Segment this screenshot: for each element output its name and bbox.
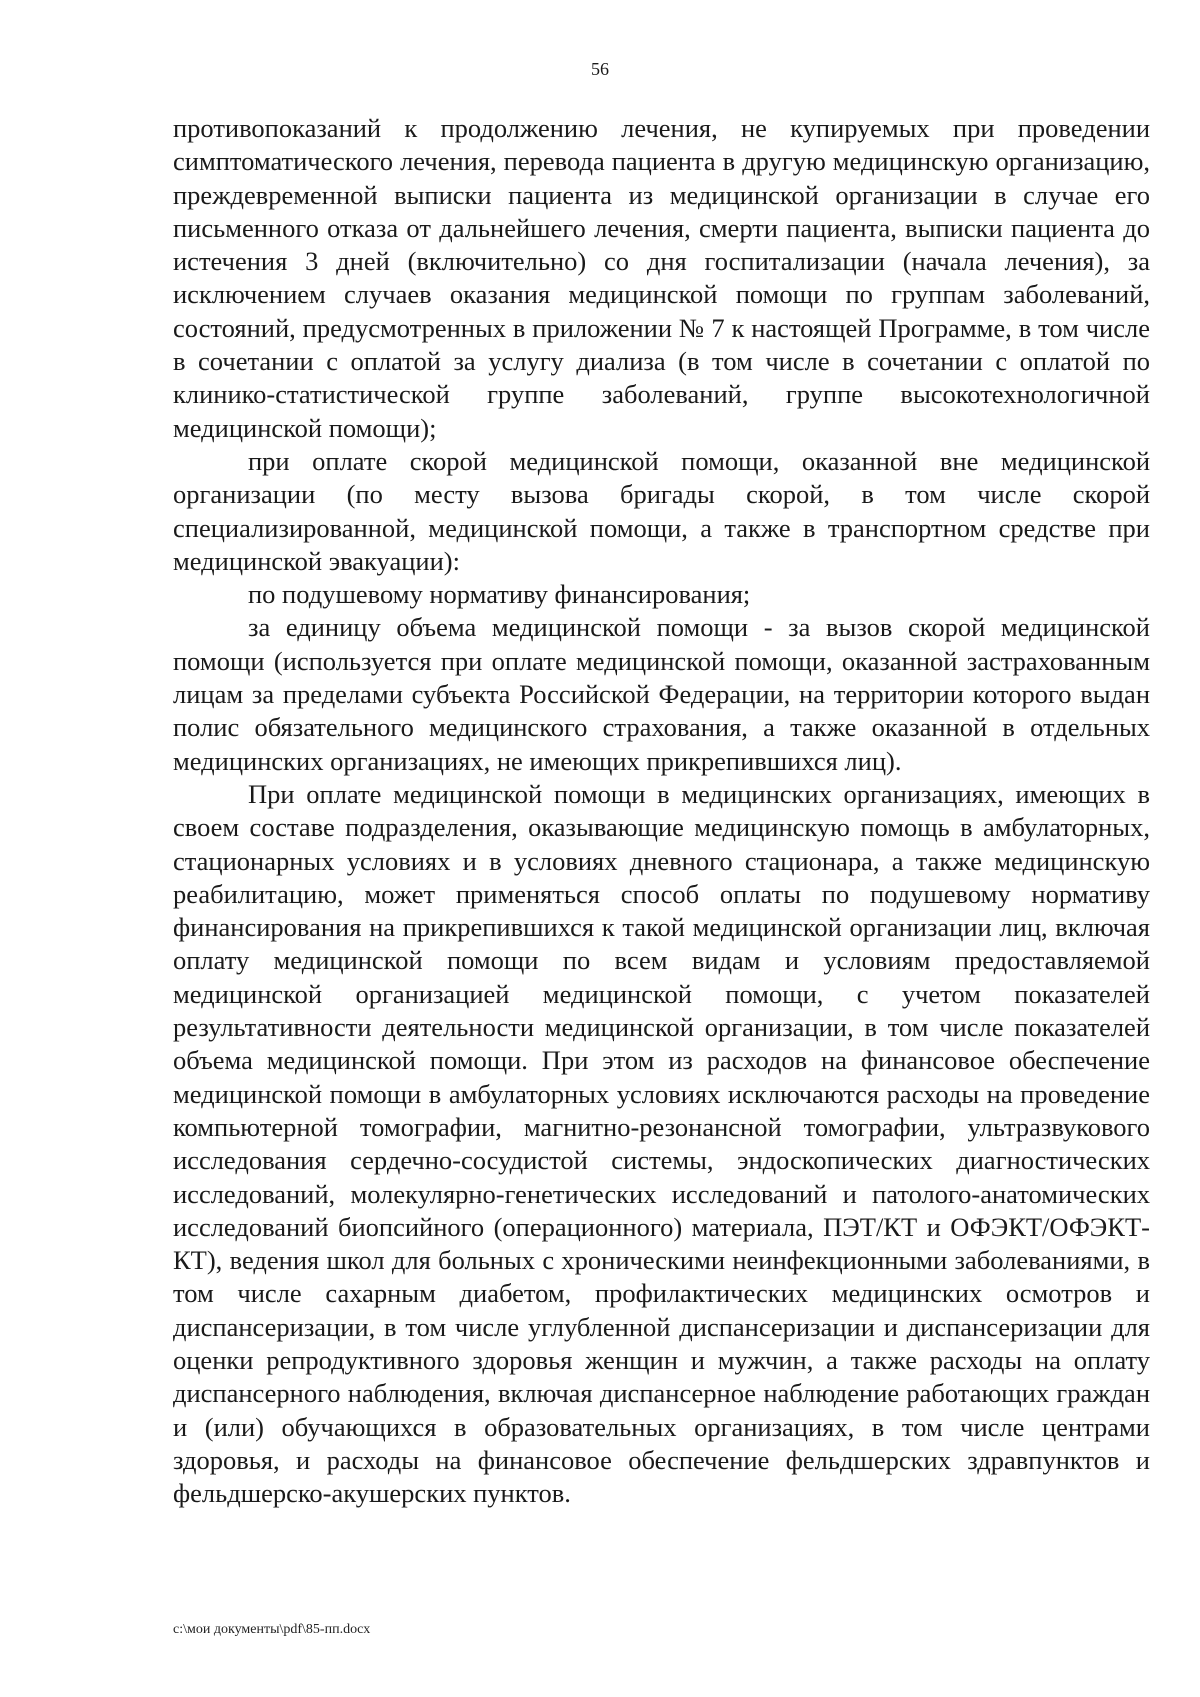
page-number: 56 [591, 59, 609, 79]
paragraph-per-unit: за единицу объема медицинской помощи - за вызов скорой медицинской помощи (используется при оплате медицинской помощи, оказанной застрахованным лицам за пределами субъекта Российской Федерации, на территории которого выдан полис обязательного медицинского страхования, а также оказанной в отдельных медицинских организациях, не имеющих прикрепившихся лиц). [173, 612, 1150, 776]
document-body [173, 112, 1150, 1510]
paragraph-per-capita: по подушевому нормативу финансирования; [248, 579, 751, 610]
paragraph-continuation: противопоказаний к продолжению лечения, не купируемых при проведении симптоматического лечения, перевода пациента в другую медицинскую организацию, преждевременной выписки пациента из медицинской организации в случае его письменного отказа от дальнейшего лечения, смерти пациента, выписки пациента до истечения 3 дней (включительно) со дня госпитализации (начала лечения), за исключением случаев оказания медицинской помощи по группам заболеваний, состояний, предусмотренных в приложении № 7 к настоящей Программе, в том числе в сочетании с оплатой за услугу диализа (в том числе в сочетании с оплатой по клинико-статистической группе заболеваний, группе высокотехнологичной медицинской помощи); [173, 113, 1150, 443]
footer-file-path: c:\мои документы\pdf\85-пп.docx [173, 1622, 371, 1637]
paragraph-organizations-payment: При оплате медицинской помощи в медицинских организациях, имеющих в своем составе подразделения, оказывающие медицинскую помощь в амбулаторных, стационарных условиях и в условиях дневного стационара, а также медицинскую реабилитацию, может применяться способ оплаты по подушевому нормативу финансирования на прикрепившихся к такой медицинской организации лиц, включая оплату медицинской помощи по всем видам и условиям предоставляемой медицинской организацией медицинской помощи, с учетом показателей результативности деятельности медицинской организации, в том числе показателей объема медицинской помощи. При этом из расходов на финансовое обеспечение медицинской помощи в амбулаторных условиях исключаются расходы на проведение компьютерной томографии, магнитно-резонансной томографии, ультразвукового исследования сердечно-сосудистой системы, эндоскопических диагностических исследований, молекулярно-генетических исследований и патолого-анатомических исследований биопсийного (операционного) материала, ПЭТ/КТ и ОФЭКТ/ОФЭКТ-КТ), ведения школ для больных с хроническими неинфекционными заболеваниями, в том числе сахарным диабетом, профилактических медицинских осмотров и диспансеризации, в том числе углубленной диспансеризации и диспансеризации для оценки репродуктивного здоровья женщин и мужчин, а также расходы на оплату диспансерного наблюдения, включая диспансерное наблюдение работающих граждан и (или) обучающихся в образовательных организациях, в том числе центрами здоровья, и расходы на финансовое обеспечение фельдшерских здравпунктов и фельдшерско-акушерских пунктов. [173, 778, 1150, 1509]
paragraph-ambulance-payment: при оплате скорой медицинской помощи, оказанной вне медицинской организации (по месту вызова бригады скорой, в том числе скорой специализированной, медицинской помощи, а также в транспортном средстве при медицинской эвакуации): [173, 445, 1150, 576]
